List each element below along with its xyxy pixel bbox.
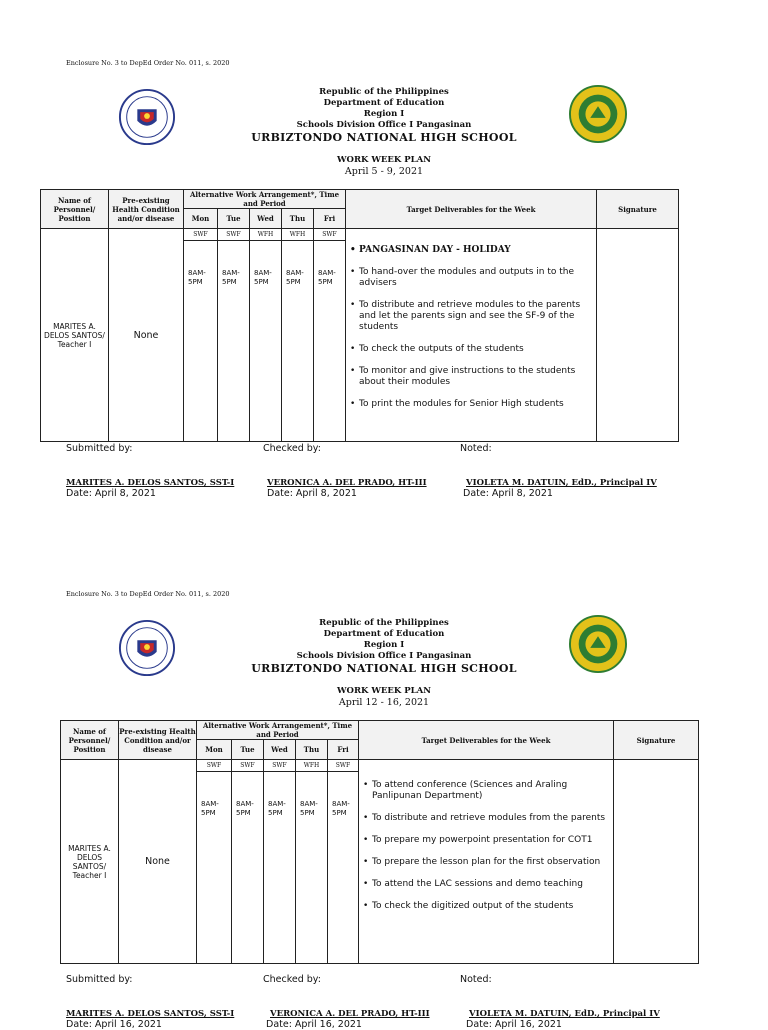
list-item: • To prepare the lesson plan for the first observation [363,857,607,868]
table-row [61,760,699,772]
noted-date: Date: April 8, 2021 [463,488,553,499]
enclosure-note: Enclosure No. 3 to DepEd Order No. 011, s. 2020 [66,590,230,598]
plan-title: WORK WEEK PLAN [337,686,431,696]
col-header-name: Name of Personnel/ Position [41,190,109,229]
day-header: Tue [232,740,264,760]
work-time: 8AM-5PM [264,772,296,964]
checked-date: Date: April 16, 2021 [266,1019,362,1030]
work-time: 8AM-5PM [314,241,346,442]
school-seal-icon [568,615,628,673]
school-seal-icon [568,85,628,143]
deliverables-list [346,229,597,442]
header-line: Region I [363,640,405,650]
checked-date: Date: April 8, 2021 [267,488,357,499]
col-header-awa: Alternative Work Arrangement*, Time and Period [197,721,359,740]
checked-label: Checked by: [263,974,321,985]
plan-table [40,189,679,442]
plan-heading [0,686,768,708]
col-header-health: Pre-existing Health Condition and/or disease [109,190,184,229]
col-header-health: Pre-existing Health Condition and/or disease [119,721,197,760]
list-item: • To distribute and retrieve modules from the parents [363,813,607,824]
plan-title: WORK WEEK PLAN [337,155,431,165]
plan-heading [0,155,768,177]
col-header-name: Name of Personnel/ Position [61,721,119,760]
col-header-signature: Signature [614,721,699,760]
day-header: Mon [184,209,218,229]
personnel-name: MARITES A. DELOS SANTOS/ Teacher I [41,229,109,442]
day-header: Thu [296,740,328,760]
plan-dates: April 12 - 16, 2021 [338,697,430,708]
submitted-date: Date: April 16, 2021 [66,1019,162,1030]
header-line: Republic of the Philippines [319,87,449,97]
arrangement-code: SWF [264,760,296,772]
list-item: • To prepare my powerpoint presentation for COT1 [363,835,607,846]
arrangement-code: SWF [184,229,218,241]
signature-cell [614,760,699,964]
arrangement-code: SWF [314,229,346,241]
plan-dates: April 5 - 9, 2021 [344,166,424,177]
submitted-date: Date: April 8, 2021 [66,488,156,499]
col-header-deliverables: Target Deliverables for the Week [346,190,597,229]
header-line: Schools Division Office I Pangasinan [296,120,472,130]
noted-name: VIOLETA M. DATUIN, EdD., Principal IV [466,478,657,488]
day-header: Fri [328,740,359,760]
arrangement-code: WFH [250,229,282,241]
noted-date: Date: April 16, 2021 [466,1019,562,1030]
arrangement-code: WFH [296,760,328,772]
list-item: • To distribute and retrieve modules to the parents and let the parents sign and see the SF-9 of the students [350,300,590,333]
work-time: 8AM-5PM [232,772,264,964]
health-condition: None [109,229,184,442]
letterhead [0,87,768,143]
header-line: Department of Education [323,98,445,108]
work-time: 8AM-5PM [296,772,328,964]
day-header: Wed [264,740,296,760]
submitted-label: Submitted by: [66,443,133,454]
list-item: • To attend conference (Sciences and Araling Panlipunan Department) [363,780,607,802]
health-condition: None [119,760,197,964]
header-line: Republic of the Philippines [319,618,449,628]
checked-name: VERONICA A. DEL PRADO, HT-III [267,478,427,488]
personnel-name: MARITES A. DELOS SANTOS/ Teacher I [61,760,119,964]
arrangement-code: SWF [197,760,232,772]
work-time: 8AM-5PM [218,241,250,442]
list-item: • To monitor and give instructions to the students about their modules [350,366,590,388]
checked-label: Checked by: [263,443,321,454]
checked-name: VERONICA A. DEL PRADO, HT-III [270,1009,430,1019]
table-row [41,229,679,241]
submitted-name: MARITES A. DELOS SANTOS, SST-I [66,478,235,488]
arrangement-code: SWF [218,229,250,241]
col-header-awa: Alternative Work Arrangement*, Time and Period [184,190,346,209]
list-item: • To check the outputs of the students [350,344,590,355]
deliverables-list [359,760,614,964]
school-name: URBIZTONDO NATIONAL HIGH SCHOOL [251,131,517,144]
submitted-name: MARITES A. DELOS SANTOS, SST-I [66,1009,235,1019]
noted-name: VIOLETA M. DATUIN, EdD., Principal IV [469,1009,660,1019]
day-header: Fri [314,209,346,229]
work-time: 8AM-5PM [328,772,359,964]
plan-table [60,720,699,964]
school-name: URBIZTONDO NATIONAL HIGH SCHOOL [251,662,517,675]
header-line: Department of Education [323,629,445,639]
enclosure-note: Enclosure No. 3 to DepEd Order No. 011, s. 2020 [66,59,230,67]
work-time: 8AM-5PM [250,241,282,442]
header-line: Schools Division Office I Pangasinan [296,651,472,661]
signature-cell [597,229,679,442]
list-item: • To print the modules for Senior High students [350,399,590,410]
header-line: Region I [363,109,405,119]
work-time: 8AM-5PM [282,241,314,442]
day-header: Wed [250,209,282,229]
work-time: 8AM-5PM [184,241,218,442]
day-header: Mon [197,740,232,760]
day-header: Thu [282,209,314,229]
list-item: • PANGASINAN DAY - HOLIDAY [350,245,590,256]
list-item: • To attend the LAC sessions and demo teaching [363,879,607,890]
list-item: • To hand-over the modules and outputs in to the advisers [350,267,590,289]
arrangement-code: SWF [328,760,359,772]
col-header-signature: Signature [597,190,679,229]
day-header: Tue [218,209,250,229]
arrangement-code: SWF [232,760,264,772]
letterhead [0,618,768,674]
arrangement-code: WFH [282,229,314,241]
submitted-label: Submitted by: [66,974,133,985]
noted-label: Noted: [460,443,492,454]
work-time: 8AM-5PM [197,772,232,964]
noted-label: Noted: [460,974,492,985]
list-item: • To check the digitized output of the students [363,901,607,912]
col-header-deliverables: Target Deliverables for the Week [359,721,614,760]
